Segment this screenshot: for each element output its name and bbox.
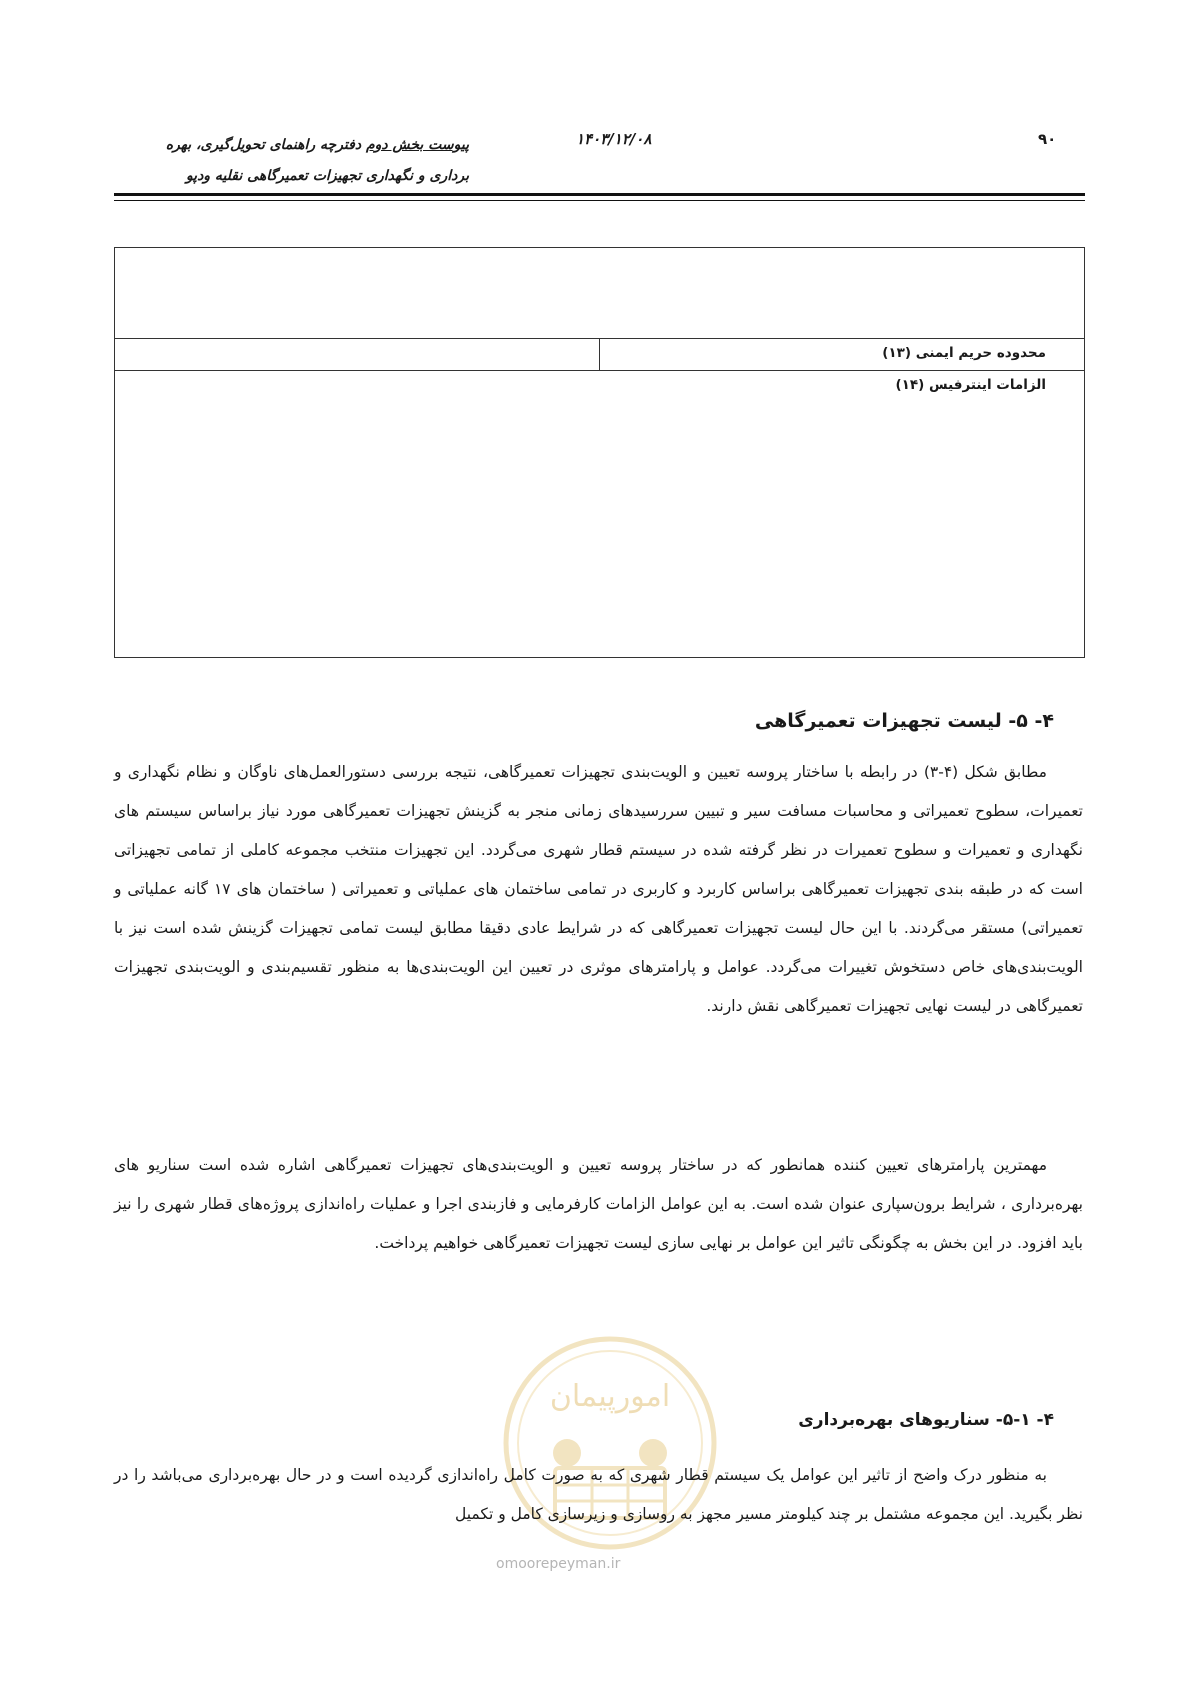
- header-title-line1-rest: دفترچه راهنمای تحویل‌گیری، بهره: [165, 137, 366, 153]
- header-title-line1: [69, 130, 469, 161]
- header-title-underlined: پیوست بخش دوم: [365, 137, 469, 153]
- table-divider: [115, 370, 1084, 371]
- header-rule-thin: [114, 200, 1085, 201]
- table-column-divider: [599, 338, 600, 370]
- header-rule-thick: [114, 193, 1085, 196]
- table-row-safety-zone-label: محدوده حریم ایمنی (۱۳): [882, 345, 1046, 361]
- page-number: ۹۰: [1038, 130, 1057, 148]
- watermark-url: omoorepeyman.ir: [496, 1556, 621, 1572]
- header-title: [69, 130, 469, 192]
- section-heading: ۴- ۵- لیست تجهیزات تعمیرگاهی: [754, 710, 1054, 732]
- subsection-heading: ۴- ۵-۱- سناریوهای بهره‌برداری: [798, 1410, 1054, 1430]
- header-date: ۱۴۰۳/۱۲/۰۸: [576, 130, 652, 148]
- section-paragraph-1: مطابق شکل (۴-۳) در رابطه با ساختار پروسه تعیین و الویت‌بندی تجهیزات تعمیرگاهی، نتیجه بررسی دستورالعمل‌های ناوگان و نظام نگهداری و تعمیرات، سطوح تعمیراتی و محاسبات مسافت سیر و تبیین سررسیدهای زمانی منجر به گزینش تجهیزات تعمیرگاهی مورد نیاز براساس سیستم های نگهداری و تعمیرات و سطوح تعمیرات در نظر گرفته شده در سیستم قطار شهری می‌گردد. این تجهیزات منتخب مجموعه کاملی از تمامی تجهیزاتی است که در طبقه بندی تجهیزات تعمیرگاهی براساس کاربرد و کاربری در تمامی ساختمان های عملیاتی و تعمیراتی ( ساختمان های ۱۷ گانه عملیاتی و تعمیراتی) مستقر می‌گردند. با این حال لیست تجهیزات تعمیرگاهی که در شرایط عادی دقیقا مطابق لیست تمامی تجهیزات گزینش شده است نیز با الویت‌بندی‌های خاص دستخوش تغییرات می‌گردد. عوامل و پارامترهای موثری در تعیین این الویت‌بندی‌ها به منظور تقسیم‌بندی و الویت‌بندی تجهیزات تعمیرگاهی در لیست نهایی تجهیزات تعمیرگاهی نقش دارند.: [114, 763, 1083, 1015]
- specification-table: [114, 247, 1085, 658]
- section-paragraph-2: مهمترین پارامترهای تعیین کننده همانطور که در ساختار پروسه تعیین و الویت‌بندی‌های تجهیزات تعمیرگاهی اشاره شده است سناریو های بهره‌برداری ، شرایط برون‌سپاری عنوان شده است. به این عوامل الزامات کارفرمایی و فازبندی اجرا و عملیات راه‌اندازی پروژه‌های قطار شهری را نیز باید افزود. در این بخش به چگونگی تاثیر این عوامل بر نهایی سازی لیست تجهیزات تعمیرگاهی خواهیم پرداخت.: [114, 1156, 1083, 1252]
- table-row-interface-label: الزامات اینترفیس (۱۴): [895, 377, 1046, 393]
- subsection-paragraph: به منظور درک واضح از تاثیر این عوامل یک سیستم قطار شهری که به صورت کامل راه‌اندازی گردیده است و در حال بهره‌برداری می‌باشد را در نظر بگیرید. این مجموعه مشتمل بر چند کیلومتر مسیر مجهز به روسازی و زیرسازی کامل و تکمیل: [114, 1466, 1083, 1523]
- header-title-line2: برداری و نگهداری تجهیزات تعمیرگاهی نقلیه ودپو: [185, 168, 469, 184]
- watermark-logo-text: امورپیمان: [549, 1379, 671, 1414]
